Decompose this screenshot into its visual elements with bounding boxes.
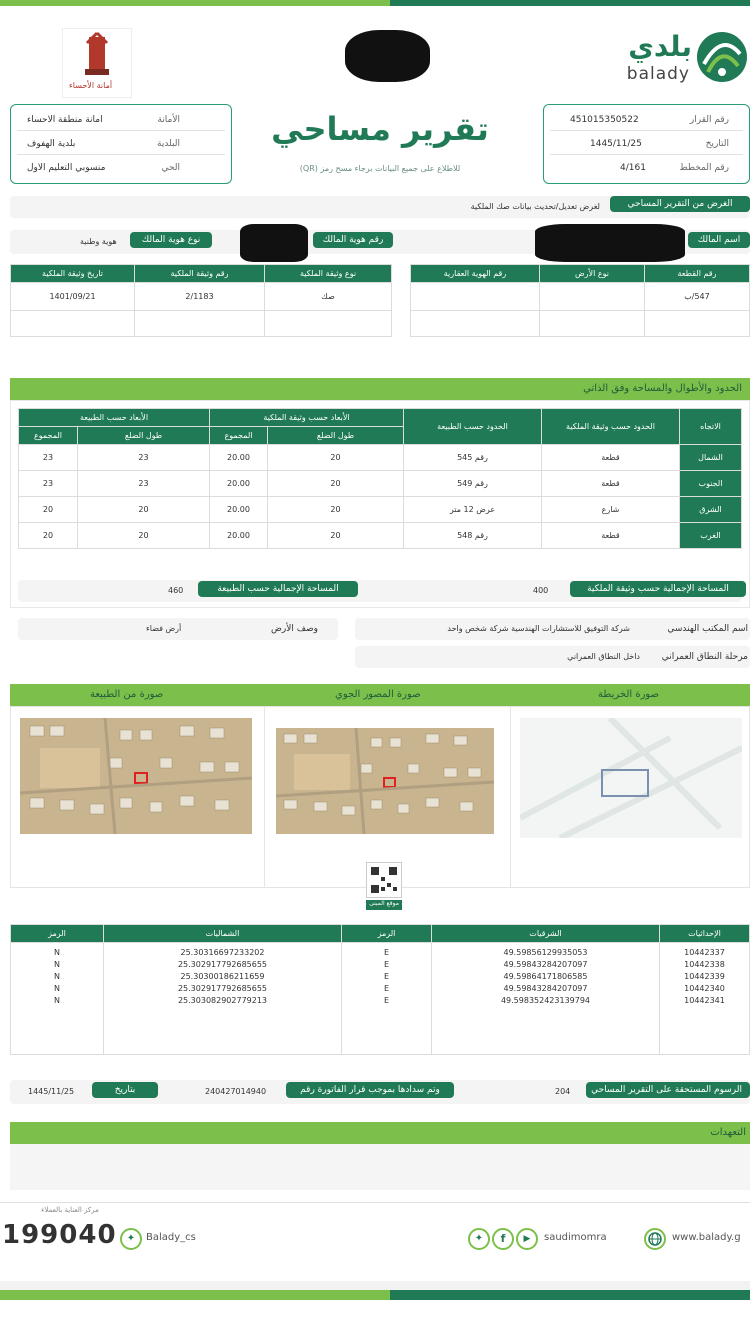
purpose-value: لغرض تعديل/تحديث بيانات صك الملكية bbox=[470, 202, 600, 211]
emblem-caption: أمانة الأحساء bbox=[69, 81, 113, 90]
customer-care-label: مركز العناية بالعملاء bbox=[41, 1206, 99, 1214]
owner-id-type-value: هوية وطنية bbox=[80, 237, 117, 246]
info-row-decision: رقم القرار 451015350522 bbox=[550, 109, 743, 131]
right-info-box bbox=[543, 104, 750, 184]
qr-code[interactable] bbox=[366, 862, 402, 898]
urban-field bbox=[355, 646, 750, 668]
invoice-number: 240427014940 bbox=[205, 1087, 267, 1096]
fees-date-label: بتاريخ bbox=[92, 1082, 158, 1098]
bounds-col-dims-deed: الأبعاد حسب وثيقة الملكية bbox=[210, 409, 404, 427]
commitments-box bbox=[10, 1144, 750, 1190]
commitments-title: التعهدات bbox=[710, 1127, 746, 1138]
customer-care-phone[interactable]: 199040 bbox=[2, 1220, 117, 1250]
map-image bbox=[520, 718, 742, 838]
deed-header-date: تاريخ وثيقة الملكية bbox=[11, 265, 135, 283]
website-link[interactable]: www.balady.g bbox=[672, 1232, 741, 1243]
next-page-bar bbox=[0, 1290, 750, 1300]
balady-logo-ar: بلدي bbox=[628, 30, 692, 63]
palm-emblem-icon bbox=[63, 29, 131, 81]
info-row-date: التاريخ 1445/11/25 bbox=[550, 133, 743, 155]
deed-type: صك bbox=[265, 283, 392, 311]
parcel-property-id bbox=[411, 283, 540, 311]
twitter-cs-icon[interactable]: ✦ bbox=[120, 1228, 142, 1250]
fees-value: 204 bbox=[555, 1087, 571, 1096]
parcel-header-number: رقم القطعة bbox=[645, 265, 750, 283]
page-subtitle: للاطلاع على جميع البيانات برجاء مسح رمز (QR) bbox=[299, 164, 461, 173]
bounds-row-south: الجنوب قطعة رقم 549 20 20.00 23 23 bbox=[19, 471, 742, 497]
urban-label: مرحلة النطاق العمراني bbox=[661, 652, 748, 662]
info-row-amanah: الأمانة امانة منطقة الاحساء bbox=[17, 109, 225, 131]
deed-table bbox=[10, 264, 392, 337]
next-page-top bbox=[0, 1300, 750, 1330]
commitments-bar bbox=[10, 1122, 750, 1144]
footer-divider bbox=[0, 1202, 750, 1203]
total-deed-value: 400 bbox=[533, 586, 549, 595]
coords-header-easting: الشرقيات bbox=[432, 925, 660, 943]
image-aerial-title: صورة المصور الجوي bbox=[335, 689, 421, 700]
globe-icon bbox=[644, 1228, 666, 1250]
bounds-col-dims-nature: الأبعاد حسب الطبيعة bbox=[19, 409, 210, 427]
qr-caption: موقع المبنى bbox=[366, 900, 402, 910]
twitter-icon[interactable]: ✦ bbox=[468, 1228, 490, 1250]
amanah-emblem bbox=[62, 28, 132, 98]
coords-eastings: 49.59856129935053 49.59843284207097 49.59864171806585 49.59843284207097 49.598352423139794 bbox=[432, 943, 660, 1055]
bounds-row-east: الشرق شارع عرض 12 متر 20 20.00 20 20 bbox=[19, 497, 742, 523]
deed-number: 2/1183 bbox=[135, 283, 265, 311]
coords-header-northing: الشماليات bbox=[104, 925, 342, 943]
images-divider-2 bbox=[510, 706, 511, 888]
bounds-sub-length-nature: طول الضلع bbox=[78, 427, 210, 445]
survey-report-document bbox=[0, 6, 750, 1281]
office-field bbox=[355, 618, 750, 640]
coords-e-symbols: E E E E E bbox=[342, 943, 432, 1055]
coordinates-table bbox=[10, 924, 750, 1055]
bounds-col-deed: الحدود حسب وثيقة الملكية bbox=[542, 409, 680, 445]
urban-value: داخل النطاق العمراني bbox=[567, 652, 640, 661]
land-desc-field bbox=[18, 618, 338, 640]
twitter-cs-handle[interactable]: Balady_cs bbox=[146, 1232, 196, 1243]
coords-n-symbols: N N N N N bbox=[11, 943, 104, 1055]
left-info-box bbox=[10, 104, 232, 184]
deed-header-type: نوع وثيقة الملكية bbox=[265, 265, 392, 283]
total-nature-label: المساحة الإجمالية حسب الطبيعة bbox=[198, 581, 358, 597]
info-row-plan: رقم المخطط 4/161 bbox=[620, 163, 729, 173]
total-deed-label: المساحة الإجمالية حسب وثيقة الملكية bbox=[570, 581, 746, 597]
parcel-header-property-id: رقم الهوية العقارية bbox=[411, 265, 540, 283]
balady-logo-en: balady bbox=[626, 64, 690, 84]
coords-ids: 10442337 10442338 10442339 10442340 10442341 bbox=[660, 943, 750, 1055]
redacted-owner-name bbox=[535, 224, 685, 262]
fees-label: الرسوم المستحقة على التقرير المساحي bbox=[586, 1082, 750, 1098]
deed-date: 1401/09/21 bbox=[11, 283, 135, 311]
parcel-table bbox=[410, 264, 750, 337]
info-row-baladiya: البلدية بلدية الهفوف bbox=[17, 133, 225, 155]
coords-header-e-symbol: الرمز bbox=[342, 925, 432, 943]
parcel-number: 547/ب bbox=[645, 283, 750, 311]
images-section-bar bbox=[10, 684, 750, 706]
parcel-land-type bbox=[540, 283, 645, 311]
image-map-title: صورة الخريطة bbox=[598, 689, 660, 700]
owner-id-label: رقم هوية المالك bbox=[313, 232, 393, 248]
bounds-sub-total-deed: المجموع bbox=[210, 427, 268, 445]
balady-logo bbox=[603, 28, 748, 88]
purpose-label: الغرض من التقرير المساحي bbox=[610, 196, 750, 212]
coords-header-n-symbol: الرمز bbox=[11, 925, 104, 943]
parcel-header-land-type: نوع الأرض bbox=[540, 265, 645, 283]
land-desc-value: أرض فضاء bbox=[146, 624, 182, 633]
owner-name-label: اسم المالك bbox=[688, 232, 750, 248]
deed-header-number: رقم وثيقة الملكية bbox=[135, 265, 265, 283]
bounds-col-direction: الاتجاه bbox=[680, 409, 742, 445]
page-title: تقرير مساحي bbox=[271, 110, 489, 148]
bounds-section-bar bbox=[10, 378, 750, 400]
bounds-sub-length-deed: طول الضلع bbox=[268, 427, 404, 445]
bounds-section-title: الحدود والأطوال والمساحة وفق الذاتي bbox=[583, 383, 742, 394]
total-nature-value: 460 bbox=[168, 586, 184, 595]
nature-photo bbox=[20, 718, 252, 834]
facebook-icon[interactable]: f bbox=[492, 1228, 514, 1250]
owner-id-type-label: نوع هوية المالك bbox=[130, 232, 212, 248]
bounds-row-west: الغرب قطعة رقم 548 20 20.00 20 20 bbox=[19, 523, 742, 549]
redacted-area bbox=[345, 30, 430, 82]
coords-northings: 25.30316697233202 25.302917792685655 25.30300186211659 25.302917792685655 25.303082902779213 bbox=[104, 943, 342, 1055]
social-handle[interactable]: saudimomra bbox=[544, 1232, 607, 1243]
balady-logo-icon bbox=[696, 28, 748, 86]
bounds-sub-total-nature: المجموع bbox=[19, 427, 78, 445]
bounds-table bbox=[18, 408, 742, 549]
image-nature-title: صورة من الطبيعة bbox=[90, 689, 164, 700]
youtube-icon[interactable]: ▶ bbox=[516, 1228, 538, 1250]
qr-icon bbox=[367, 863, 401, 897]
coords-header-id: الإحداثيات bbox=[660, 925, 750, 943]
fees-date: 1445/11/25 bbox=[28, 1087, 75, 1096]
office-value: شركة التوفيق للاستشارات الهندسية شركة شخص واحد bbox=[447, 624, 630, 633]
info-row-district: الحي منسوبي التعليم الاول bbox=[27, 163, 180, 173]
redacted-owner-id bbox=[240, 224, 308, 262]
fees-paid-label: وتم سدادها بموجب قرار الفاتورة رقم bbox=[286, 1082, 454, 1098]
office-label: اسم المكتب الهندسي bbox=[667, 624, 748, 634]
bounds-row-north: الشمال قطعة رقم 545 20 20.00 23 23 bbox=[19, 445, 742, 471]
aerial-photo bbox=[276, 728, 494, 834]
bounds-col-nature: الحدود حسب الطبيعة bbox=[404, 409, 542, 445]
land-desc-label: وصف الأرض bbox=[270, 624, 318, 634]
images-divider-1 bbox=[264, 706, 265, 888]
